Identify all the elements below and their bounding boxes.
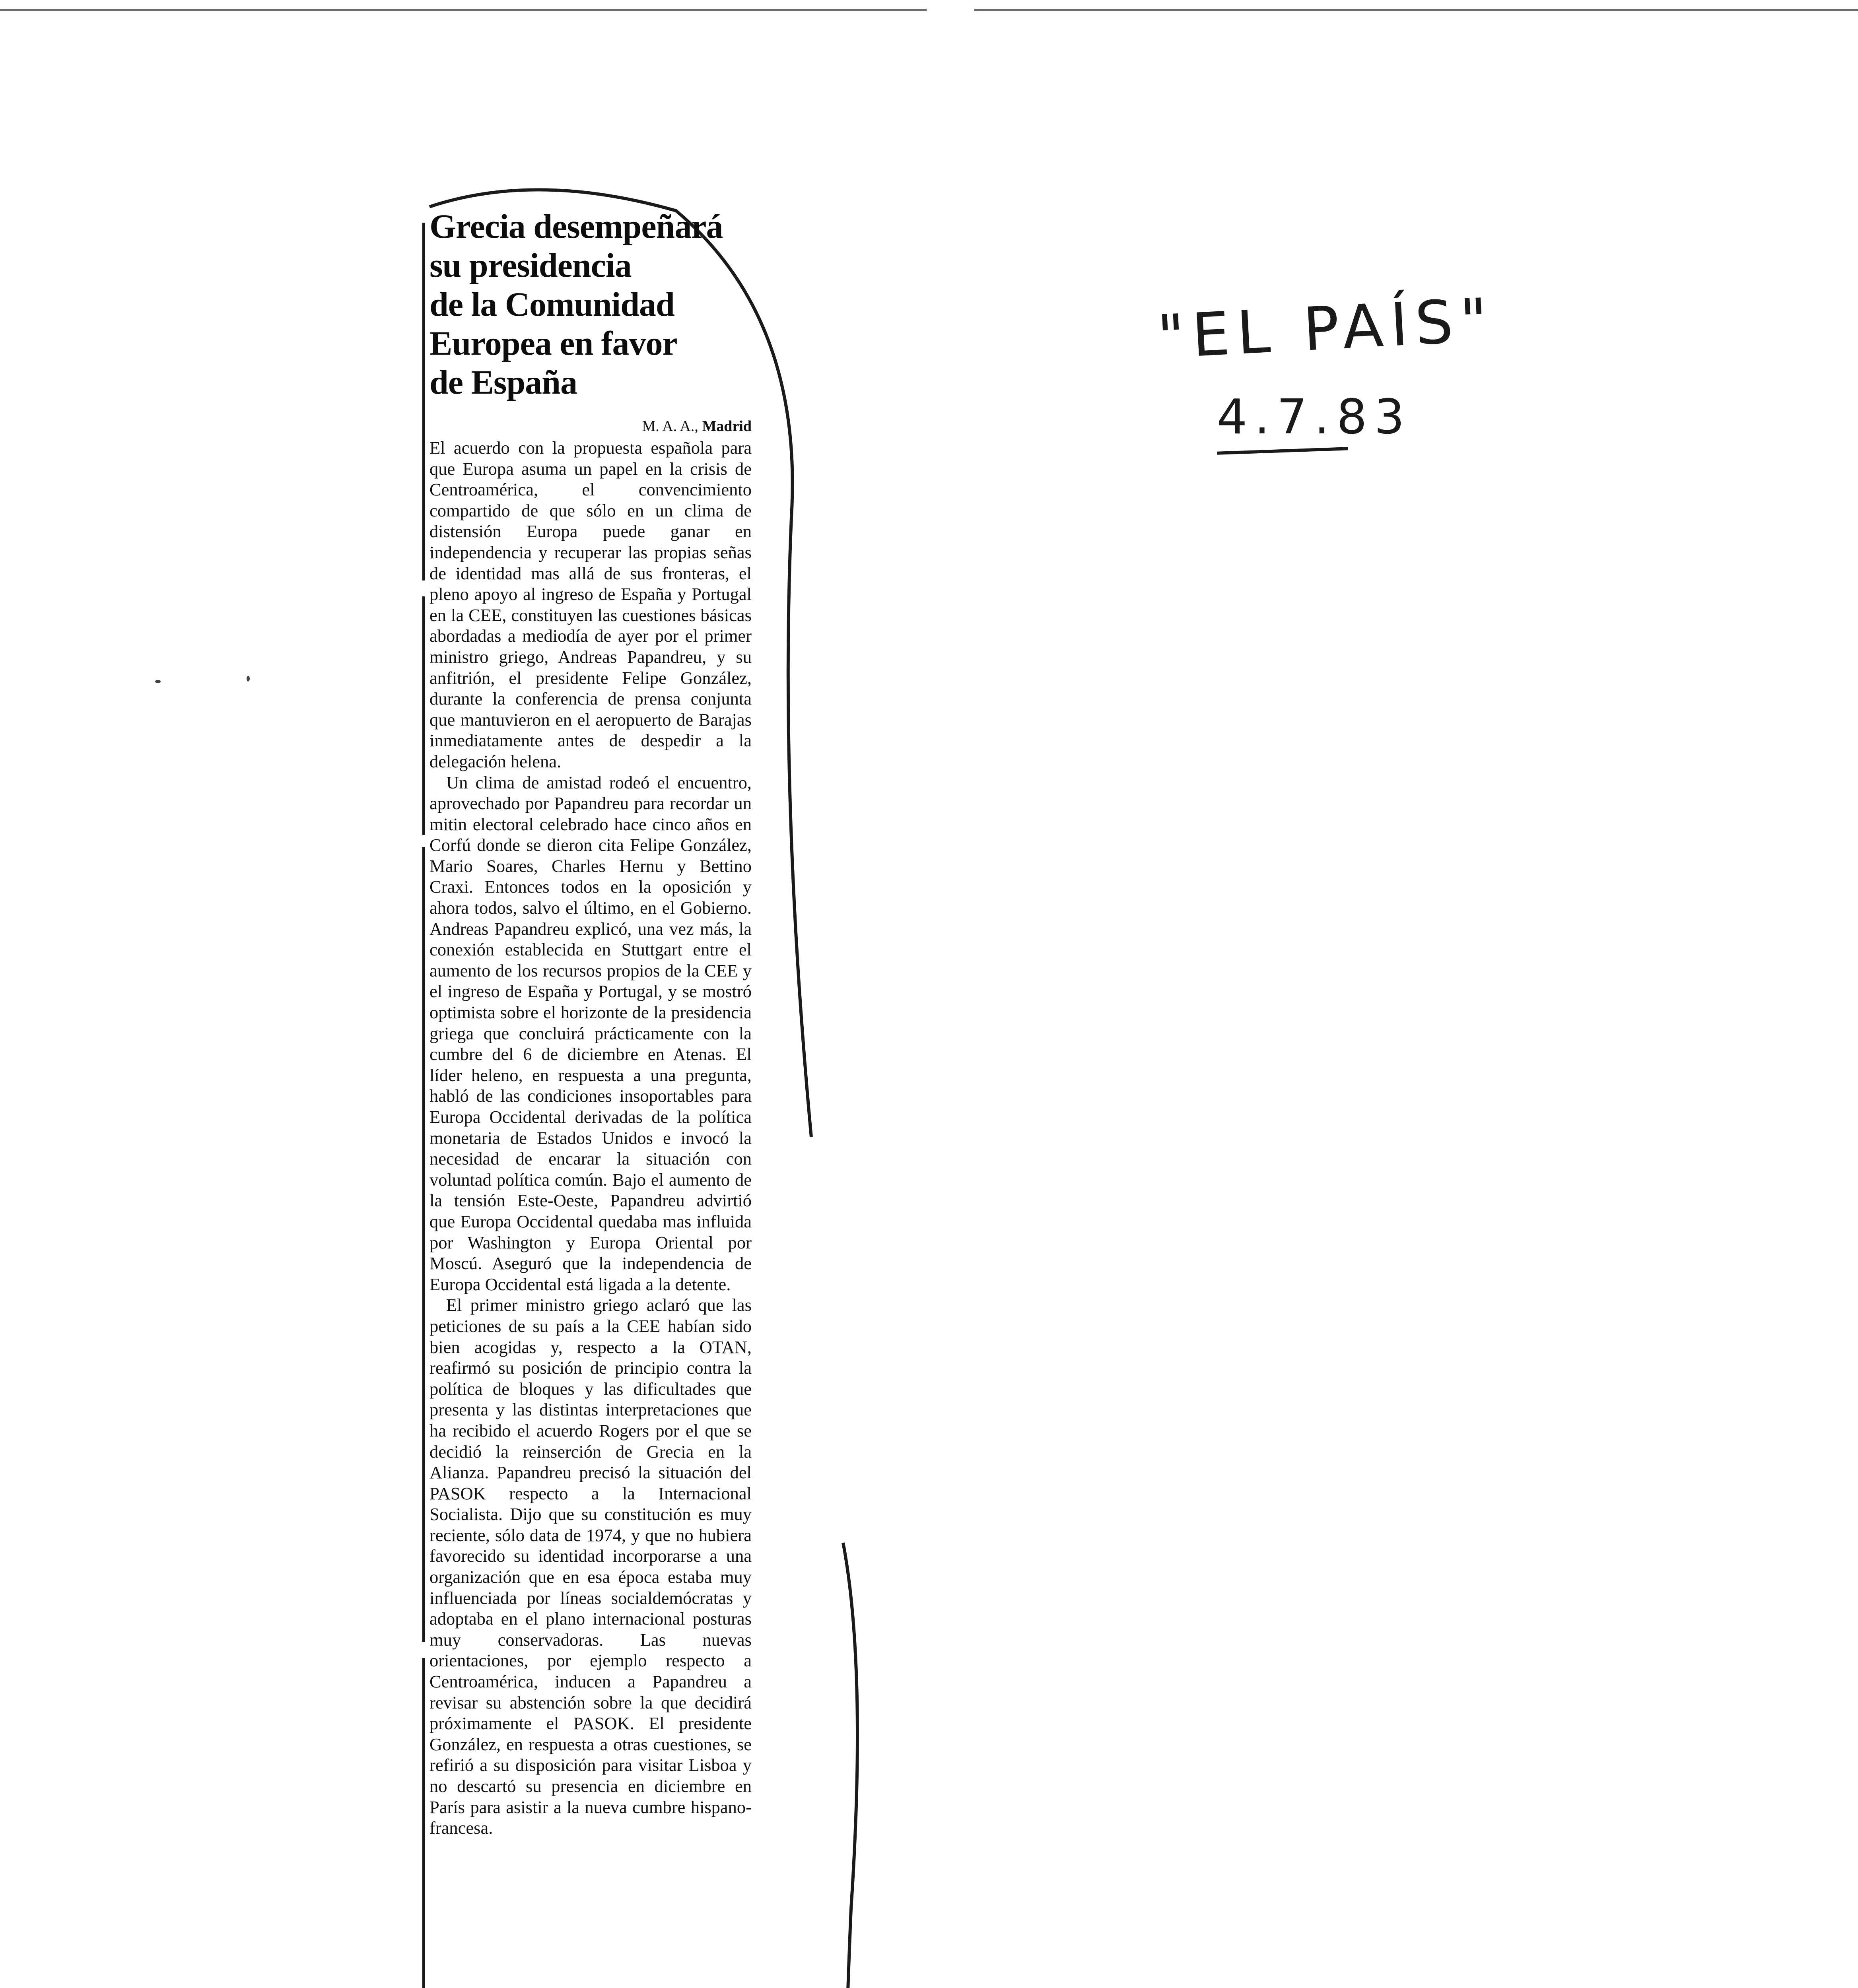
handwritten-date-note: 4.7.83 bbox=[1217, 390, 1412, 445]
scan-speck bbox=[247, 676, 250, 681]
article-byline bbox=[430, 417, 752, 435]
article-paragraph: El primer ministro griego aclaró que las peticiones de su país a la CEE habían sido bien acogidas y, respecto a la OTAN, reafirmó su posición de principio contra la política de bloques y las dificultades que presenta y las distintas interpretaciones que ha recibido el acuerdo Rogers por el que se decidió la reinserción de Grecia en la Alianza. Papandreu precisó la situación del PASOK respecto a la Internacional Socialista. Dijo que su constitución es muy reciente, sólo data de 1974, y que no hubiera favorecido su identidad incorporarse a una organización que en esa época estaba muy influenciada por líneas socialdemócratas y adoptaba en el plano internacional posturas muy conservadoras. Las nuevas orientaciones, por ejemplo respecto a Centroamérica, inducen a Papandreu a revisar su abstención sobre la que decidirá próximamente el PASOK. El presidente González, en respuesta a otras cuestiones, se refirió a su disposición para visitar Lisboa y no descartó su presencia en diciembre en París para asistir a la nueva cumbre hispano-francesa. bbox=[430, 1295, 752, 1838]
article-headline: Grecia desempeñará su presidencia de la Comunidad Europea en favor de España bbox=[430, 207, 723, 401]
article-paragraph: Un clima de amistad rodeó el encuentro, aprovechado por Papandreu para recordar un mitin electoral celebrado hace cinco años en Corfú donde se dieron cita Felipe González, Mario Soares, Charles Hernu y Bettino Craxi. Entonces todos en la oposición y ahora todos, salvo el último, en el Gobierno. Andreas Papandreu explicó, una vez más, la conexión establecida en Stuttgart entre el aumento de los recursos propios de la CEE y el ingreso de España y Portugal, y se mostró optimista sobre el horizonte de la presidencia griega que concluirá prácticamente con la cumbre del 6 de diciembre en Atenas. El líder heleno, en respuesta a una pregunta, habló de las condiciones insoportables para Europa Occidental derivadas de la política monetaria de Estados Unidos e invocó la necesidad de encarar la situación con voluntad política común. Bajo el aumento de la tensión Este-Oeste, Papandreu advirtió que Europa Occidental quedaba mas influida por Washington y Europa Oriental por Moscú. Aseguró que la independencia de Europa Occidental está ligada a la detente. bbox=[430, 772, 752, 1294]
byline-city: Madrid bbox=[702, 418, 752, 435]
handwritten-source-note: "EL PAÍS" bbox=[1156, 285, 1497, 373]
scan-speck bbox=[155, 680, 161, 683]
article-paragraph: El acuerdo con la propuesta española para que Europa asuma un papel en la crisis de Centroamérica, el convencimiento compartido de que sólo en un clima de distensión Europa puede ganar en independencia y recuperar las propias señas de identidad mas allá de sus fronteras, el pleno apoyo al ingreso de España y Portugal en la CEE, constituyen las cuestiones básicas abordadas a mediodía de ayer por el primer ministro griego, Andreas Papandreu, y su anfitrión, el presidente Felipe González, durante la conferencia de prensa conjunta que mantuvieron en el aeropuerto de Barajas inmediatamente antes de despedir a la delegación helena. bbox=[430, 438, 752, 771]
article-body bbox=[430, 437, 752, 1839]
byline-initials: M. A. A., bbox=[642, 418, 698, 435]
newspaper-clipping bbox=[430, 207, 752, 1839]
